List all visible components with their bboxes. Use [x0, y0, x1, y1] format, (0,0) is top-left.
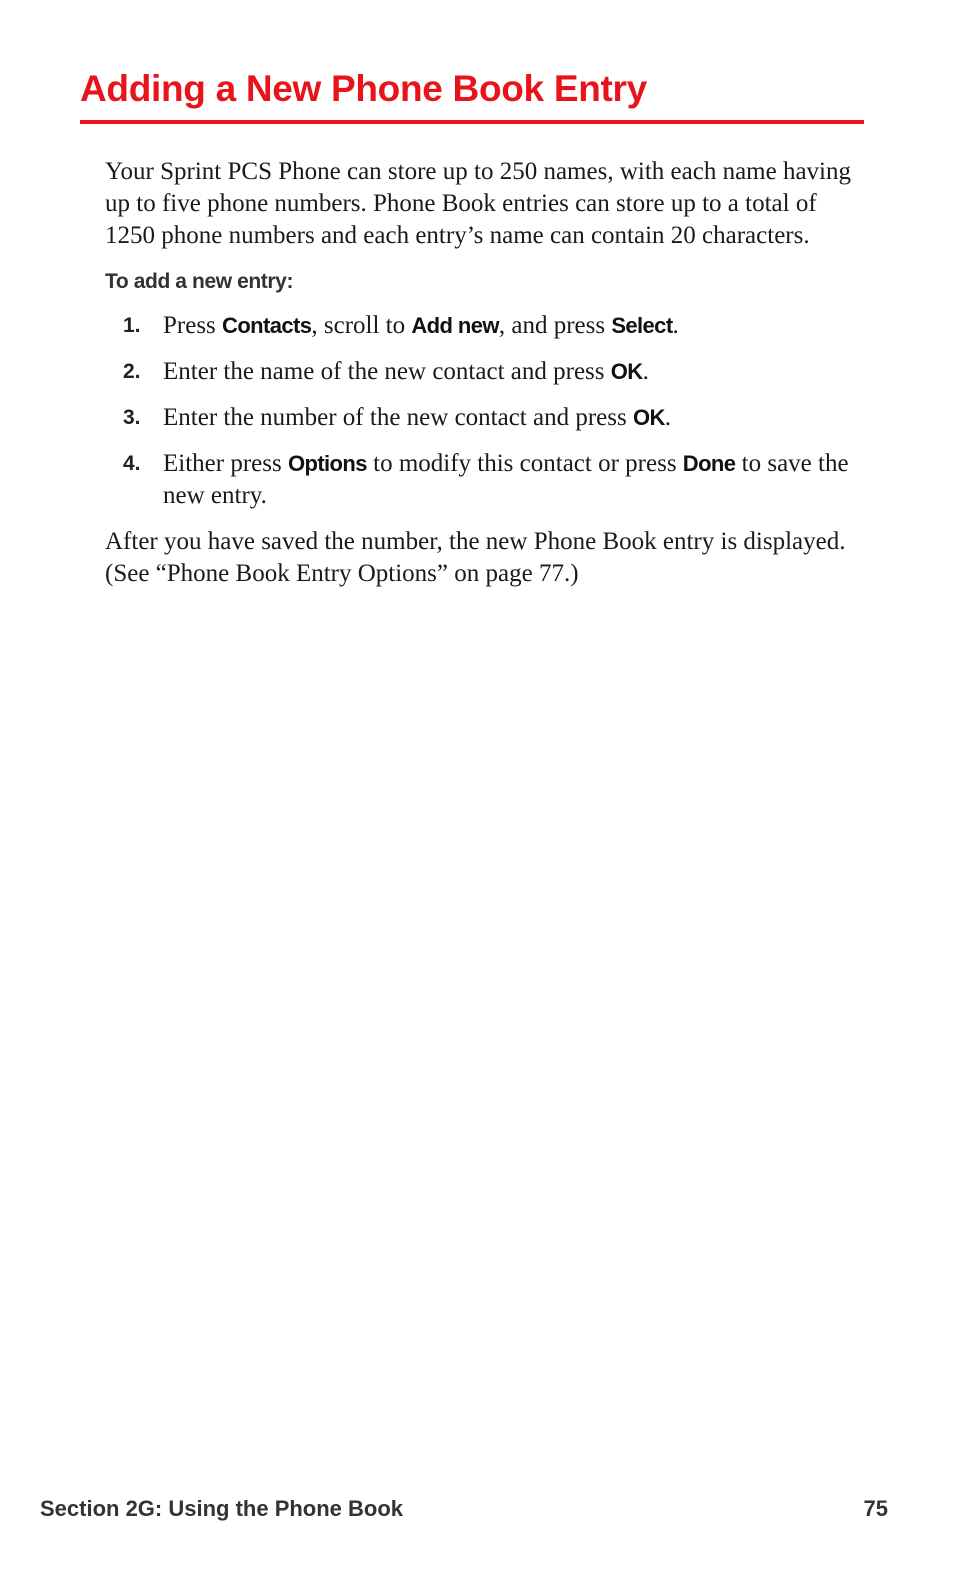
step-number: 1.: [123, 314, 141, 337]
step-text: .: [672, 312, 679, 339]
step-text: Enter the name of the new contact and press: [163, 358, 611, 385]
step-text: Enter the number of the new contact and press: [163, 404, 633, 431]
steps-list: [105, 310, 865, 512]
key-add-new: Add new: [411, 313, 499, 338]
key-done: Done: [682, 451, 736, 476]
step-item: [105, 448, 865, 512]
page-title: Adding a New Phone Book Entry: [80, 68, 647, 109]
key-options: Options: [287, 451, 367, 476]
step-text: .: [664, 404, 672, 431]
step-item: [105, 310, 865, 342]
step-number: 4.: [123, 452, 141, 475]
title-divider: [80, 120, 864, 124]
procedure-heading: To add a new entry:: [105, 270, 294, 293]
outro-paragraph: After you have saved the number, the new Phone Book entry is displayed. (See “Phone Book Entry Options” on page 77.): [105, 528, 846, 587]
step-number: 3.: [123, 406, 141, 429]
step-text: , and press: [498, 312, 612, 339]
step-text: .: [642, 358, 649, 385]
step-text: Either press: [163, 450, 288, 477]
key-select: Select: [611, 313, 673, 338]
footer-section-title: Section 2G: Using the Phone Book: [40, 1496, 404, 1521]
step-item: [105, 402, 865, 434]
page-content: [105, 156, 865, 590]
key-contacts: Contacts: [222, 313, 312, 338]
key-ok: OK: [632, 405, 665, 430]
step-text: to modify this contact or press: [366, 450, 683, 477]
step-item: [105, 356, 865, 388]
key-ok: OK: [610, 359, 643, 384]
step-number: 2.: [123, 360, 141, 383]
step-text: Press: [163, 312, 223, 339]
intro-paragraph: Your Sprint PCS Phone can store up to 250 names, with each name having up to five phone numbers. Phone Book entries can store up to a total of 1250 phone numbers and each entry’s name can contain 20 characters.: [105, 158, 851, 249]
step-text: to save the new entry.: [163, 450, 849, 509]
step-text: , scroll to: [311, 312, 412, 339]
page-number: 75: [863, 1496, 888, 1521]
